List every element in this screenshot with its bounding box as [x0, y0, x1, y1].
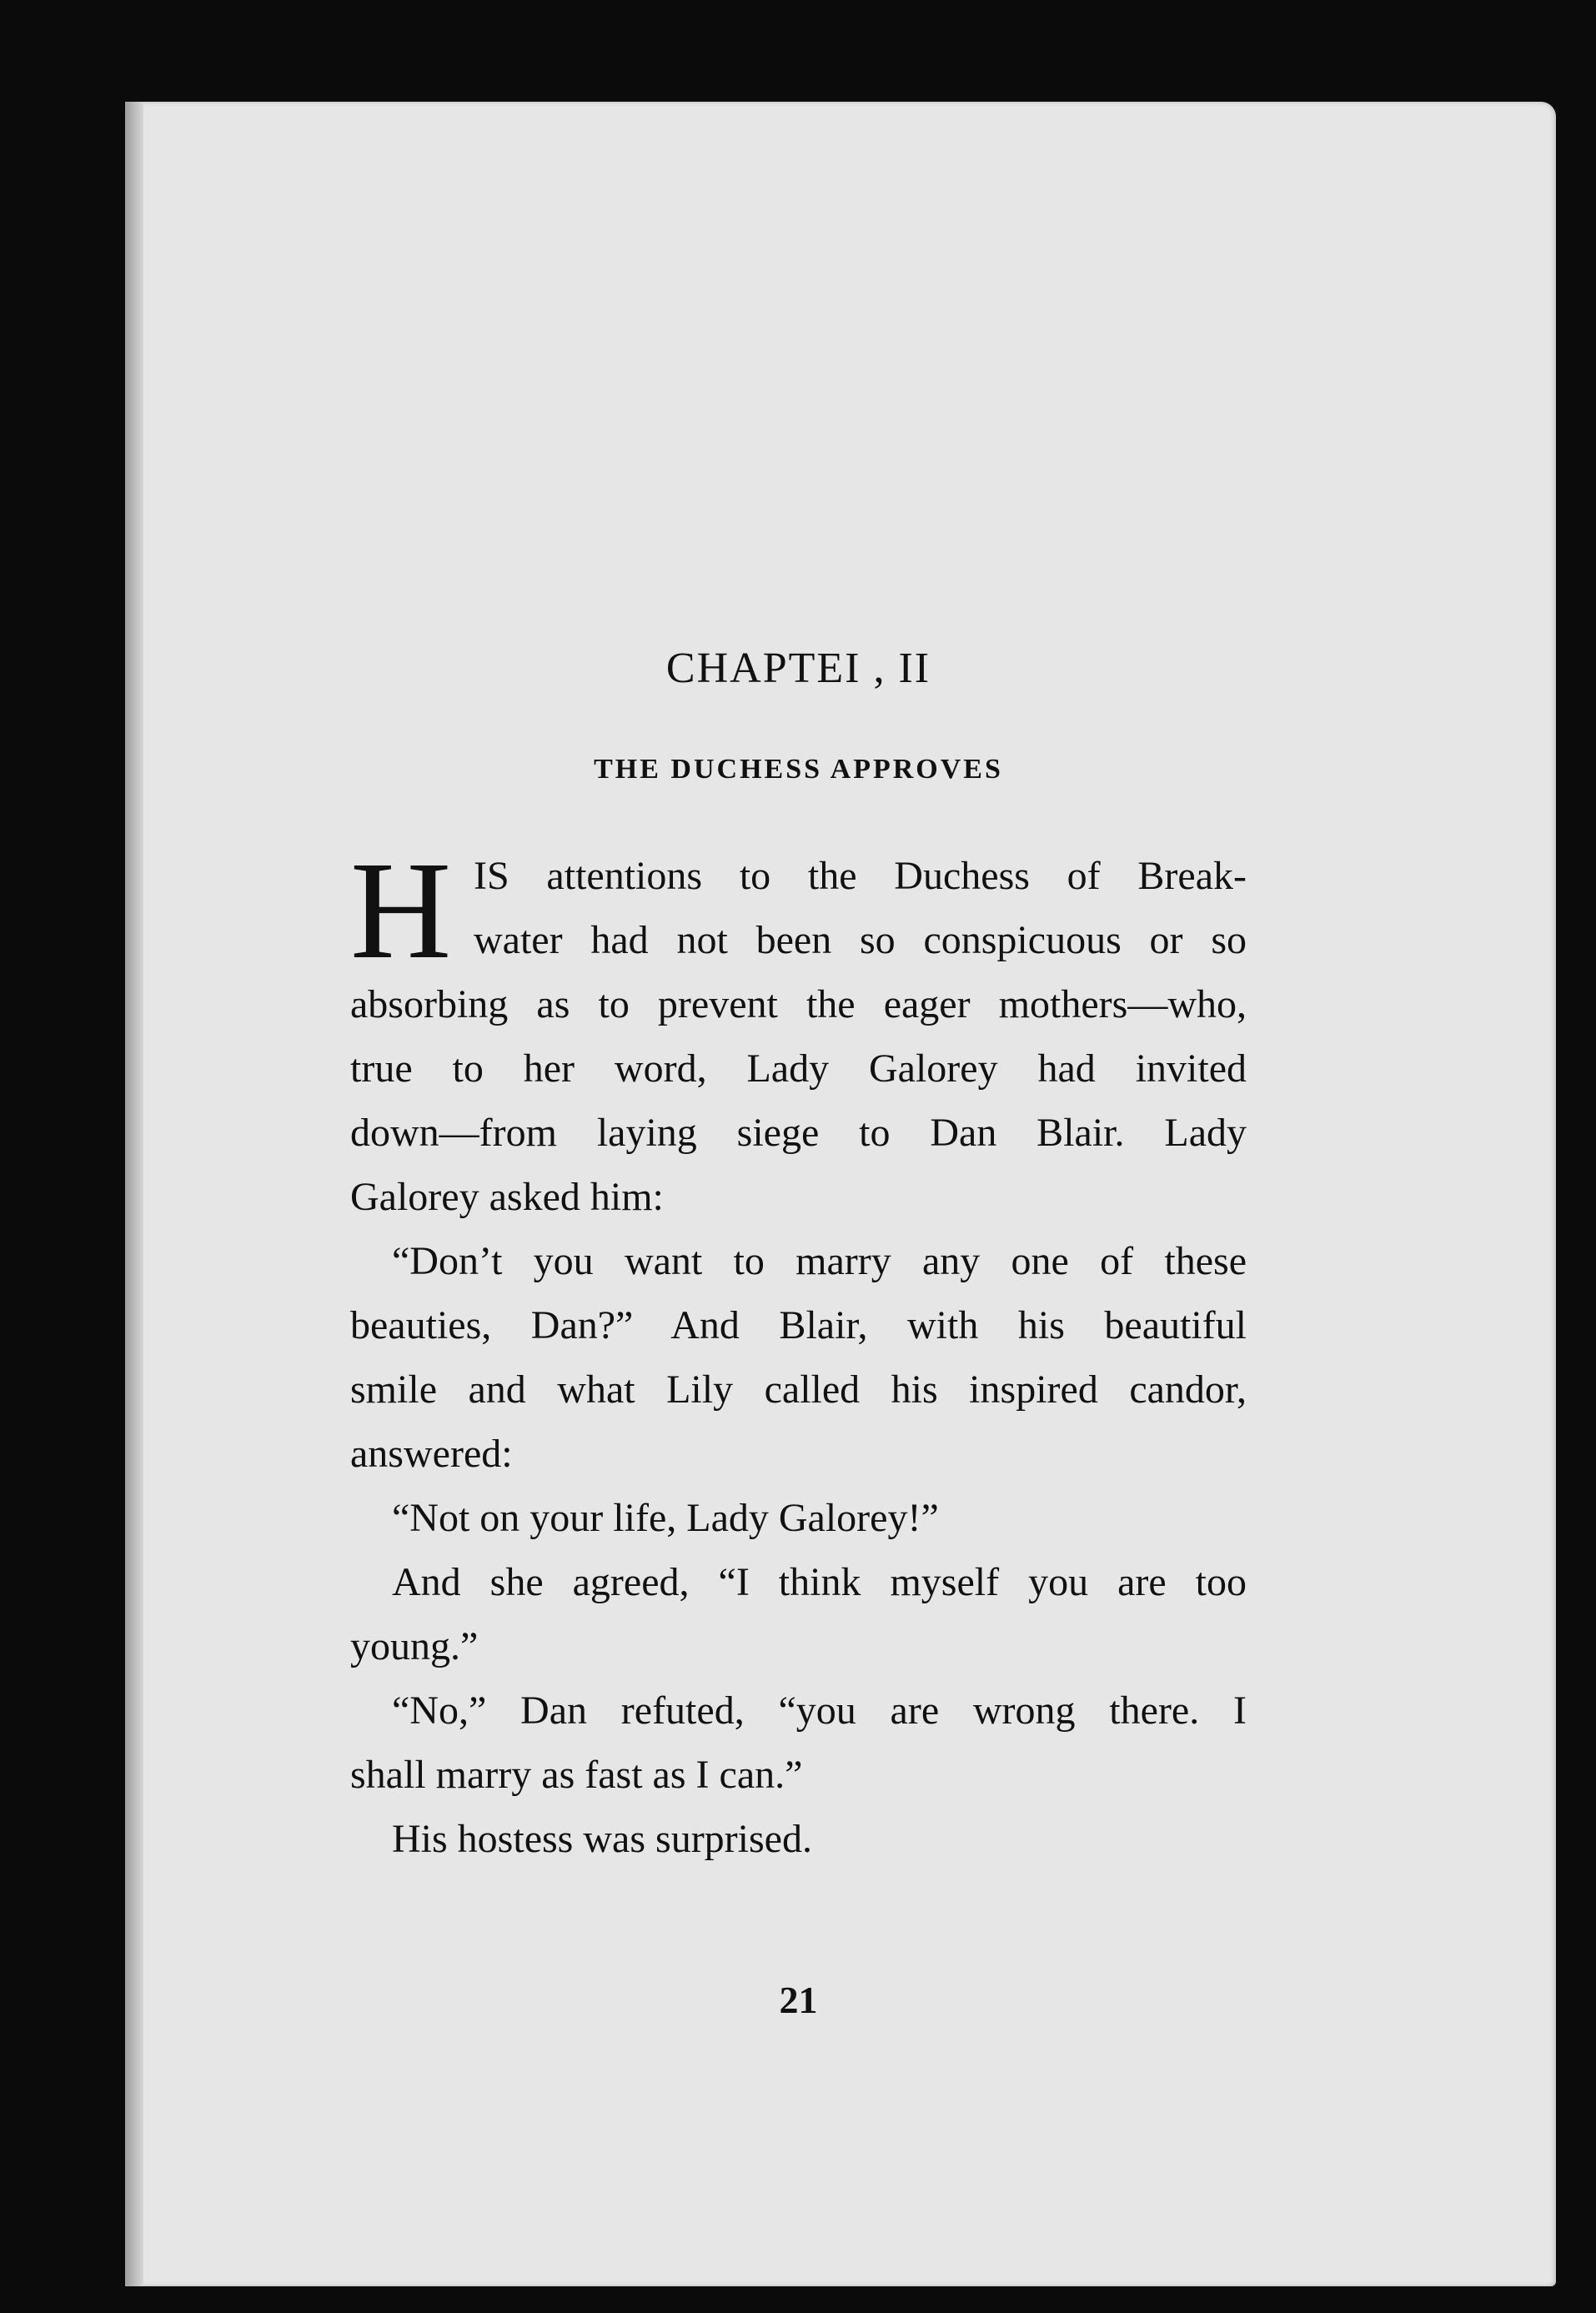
text-line: And she agreed, “I think myself you are too: [392, 1560, 1247, 1604]
text-line: Galorey asked him:: [350, 1175, 664, 1219]
text-line: His hostess was surprised.: [392, 1817, 812, 1861]
book-page: [125, 102, 1556, 2286]
drop-cap: H: [350, 833, 452, 988]
page-number: 21: [779, 1979, 818, 2021]
text-line: young.”: [350, 1624, 479, 1668]
chapter-subtitle: THE DUCHESS APPROVES: [594, 754, 1003, 785]
page-gutter: [125, 102, 143, 2286]
text-line: absorbing as to prevent the eager mothers—who,: [350, 982, 1247, 1026]
text-line: water had not been so conspicuous or so: [474, 918, 1247, 962]
chapter-body: [350, 833, 1247, 1871]
text-line: “No,” Dan refuted, “you are wrong there. I: [392, 1688, 1247, 1733]
text-line: shall marry as fast as I can.”: [350, 1753, 803, 1797]
text-line: “Don’t you want to marry any one of these: [392, 1239, 1247, 1283]
text-line: IS attentions to the Duchess of Break-: [474, 854, 1247, 898]
text-line: true to her word, Lady Galorey had invited: [350, 1046, 1247, 1091]
chapter-heading: CHAPTEI , II: [665, 645, 931, 692]
text-line: down—from laying siege to Dan Blair. Lady: [350, 1111, 1247, 1155]
text-line: beauties, Dan?” And Blair, with his beautiful: [350, 1303, 1247, 1347]
text-line: “Not on your life, Lady Galorey!”: [392, 1496, 939, 1540]
text-line: answered:: [350, 1432, 513, 1476]
text-line: smile and what Lily called his inspired candor,: [350, 1367, 1247, 1412]
